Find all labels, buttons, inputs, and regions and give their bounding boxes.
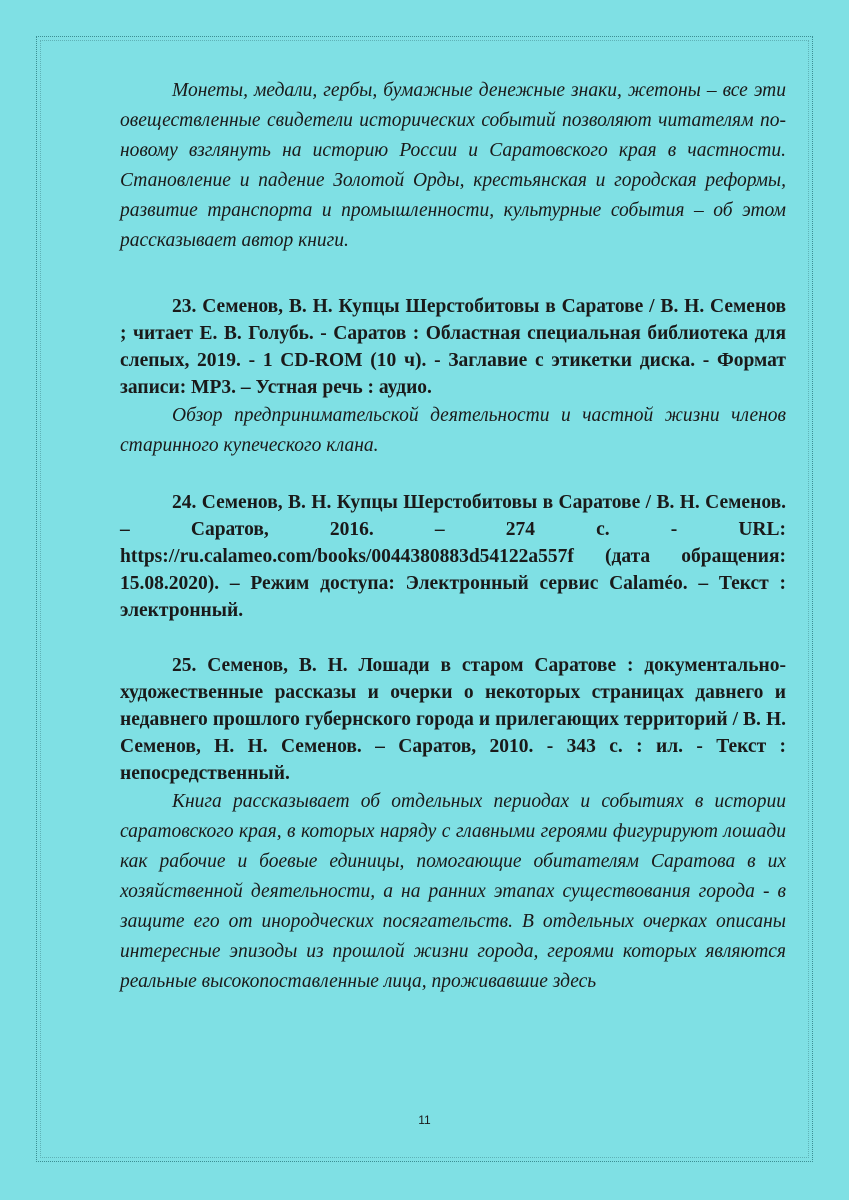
annotation-entry-23: Обзор предпринимательской деятельности и частной жизни членов старинного купеческого клана.: [120, 405, 786, 456]
bibliographic-entry-23: 23. Семенов, В. Н. Купцы Шерстобитовы в Саратове / В. Н. Семенов ; читает Е. В. Голубь. - Саратов : Областная специальная библиотека для слепых, 2019. - 1 CD-ROM (10 ч). - Заглавие с этикетки диска. - Формат записи: MP3. – Устная речь : аудио.: [120, 296, 786, 398]
spacer: [120, 461, 786, 489]
spacer: [120, 256, 786, 293]
annotation-paragraph: Монеты, медали, гербы, бумажные денежные знаки, жетоны – все эти овеществленные свидетели исторических событий позволяют читателям по-новому взглянуть на историю России и Саратовского края в частности. Становление и падение Золотой Орды, крестьянская и городская реформы, развитие транспорта и промышленности, культурные события – об этом рассказывает автор книги.: [120, 80, 786, 251]
bibliographic-entry-25: 25. Семенов, В. Н. Лошади в старом Саратове : документально-художественные рассказы и очерки о некоторых страницах давнего и недавнего прошлого губернского города и прилегающих территорий / В. Н. Семенов, Н. Н. Семенов. – Саратов, 2010. - 343 с. : ил. - Текст : непосредственный.: [120, 655, 786, 784]
page-number: 11: [418, 1113, 431, 1127]
page-content: [120, 76, 786, 997]
bibliographic-entry-24: 24. Семенов, В. Н. Купцы Шерстобитовы в Саратове / В. Н. Семенов. – Саратов, 2016. – 274 с. - URL: https://ru.calameo.com/books/0044380883d54122a557f (дата обращения: 15.08.2020). – Режим доступа: Электронный сервис Calaméo. – Текст : электронный.: [120, 492, 786, 621]
spacer: [120, 624, 786, 652]
annotation-entry-25: Книга рассказывает об отдельных периодах и событиях в истории саратовского края, в которых наряду с главными героями фигурируют лошади как рабочие и боевые единицы, помогающие обитателям Саратова в их хозяйственной деятельности, а на ранних этапах существования города - в защите его от инородческих посягательств. В отдельных очерках описаны интересные эпизоды из прошлой жизни города, героями которых являются реальные высокопоставленные лица, проживавшие здесь: [120, 791, 786, 992]
